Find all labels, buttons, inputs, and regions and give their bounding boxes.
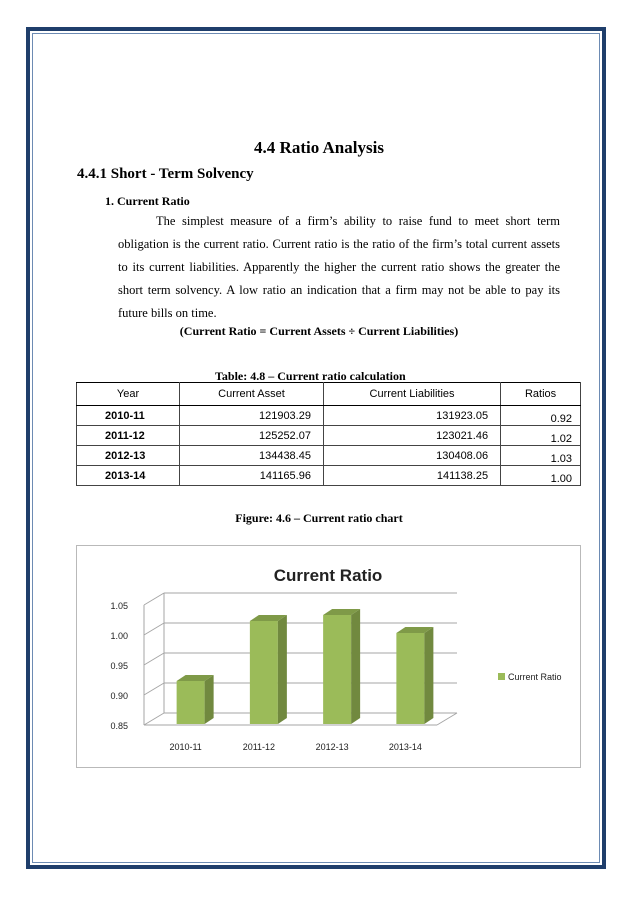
page-title: 4.4 Ratio Analysis (254, 138, 384, 157)
bar-front-2010-11 (177, 681, 205, 724)
bar-front-2011-12 (250, 621, 278, 724)
section-heading: 4.4.1 Short - Term Solvency (77, 166, 254, 182)
floor-right-edge (437, 713, 457, 725)
cell-ratio: 0.92 (501, 406, 581, 426)
figure-caption: Figure: 4.6 – Current ratio chart (235, 511, 403, 525)
table-header-row (77, 383, 581, 406)
chart-title: Current Ratio (273, 566, 383, 585)
gridline-depth (144, 713, 164, 725)
cell-current-liabilities: 141138.25 (323, 466, 500, 486)
x-tick-label: 2012-13 (315, 742, 349, 752)
x-tick-label: 2010-11 (169, 742, 202, 752)
cell-current-liabilities: 123021.46 (323, 426, 500, 446)
bar-side-2013-14 (424, 627, 433, 724)
table-caption: Table: 4.8 – Current ratio calculation (215, 369, 406, 383)
cell-year: 2012-13 (77, 446, 180, 466)
legend-swatch (498, 673, 505, 680)
y-tick-label: 0.95 (110, 661, 128, 671)
formula: (Current Ratio = Current Assets ÷ Current Liabilities) (179, 324, 459, 338)
gridline-depth (144, 623, 164, 635)
bar-side-2010-11 (205, 675, 214, 724)
bar-front-2013-14 (396, 633, 424, 724)
cell-ratio: 1.00 (501, 466, 581, 486)
gridline-depth (144, 653, 164, 665)
gridline-depth (144, 683, 164, 695)
table-row (77, 426, 581, 446)
cell-current-asset: 121903.29 (180, 406, 324, 426)
bar-front-2012-13 (323, 615, 351, 724)
table-row (77, 446, 581, 466)
cell-current-liabilities: 130408.06 (323, 446, 500, 466)
table-row (77, 406, 581, 426)
subsection-heading: 1. Current Ratio (105, 194, 190, 208)
cell-ratio: 1.02 (501, 426, 581, 446)
header-current-asset: Current Asset (180, 383, 324, 406)
cell-current-asset: 125252.07 (180, 426, 324, 446)
x-tick-label: 2013-14 (388, 742, 422, 752)
y-tick-label: 0.85 (110, 721, 128, 731)
header-current-liabilities: Current Liabilities (323, 383, 500, 406)
cell-current-asset: 134438.45 (180, 446, 324, 466)
cell-year: 2011-12 (77, 426, 180, 446)
cell-ratio: 1.03 (501, 446, 581, 466)
x-tick-label: 2011-12 (242, 742, 276, 752)
chart-frame (76, 545, 581, 768)
body-paragraph (118, 210, 560, 325)
cell-year: 2010-11 (77, 406, 180, 426)
y-tick-label: 1.05 (110, 601, 128, 611)
bar-side-2012-13 (351, 609, 360, 724)
cell-current-asset: 141165.96 (180, 466, 324, 486)
legend-label: Current Ratio (508, 672, 562, 682)
bar-side-2011-12 (278, 615, 287, 724)
y-tick-label: 1.00 (110, 631, 128, 641)
header-year: Year (77, 383, 180, 406)
y-tick-label: 0.90 (110, 691, 128, 701)
cell-current-liabilities: 131923.05 (323, 406, 500, 426)
paragraph-text: The simplest measure of a firm’s ability to raise fund to meet short term obligation is the current ratio. Current ratio is the ratio of the firm’s total current assets to its current liabilities. Apparently the higher the current ratio shows the greater the short term solvency. A low ratio an indication that a firm may not be able to pay its future bills on time. (118, 214, 560, 320)
table-row (77, 466, 581, 486)
cell-year: 2013-14 (77, 466, 180, 486)
current-ratio-chart (77, 546, 580, 767)
header-ratios: Ratios (501, 383, 581, 406)
gridline-depth (144, 593, 164, 605)
ratio-table (76, 382, 581, 486)
